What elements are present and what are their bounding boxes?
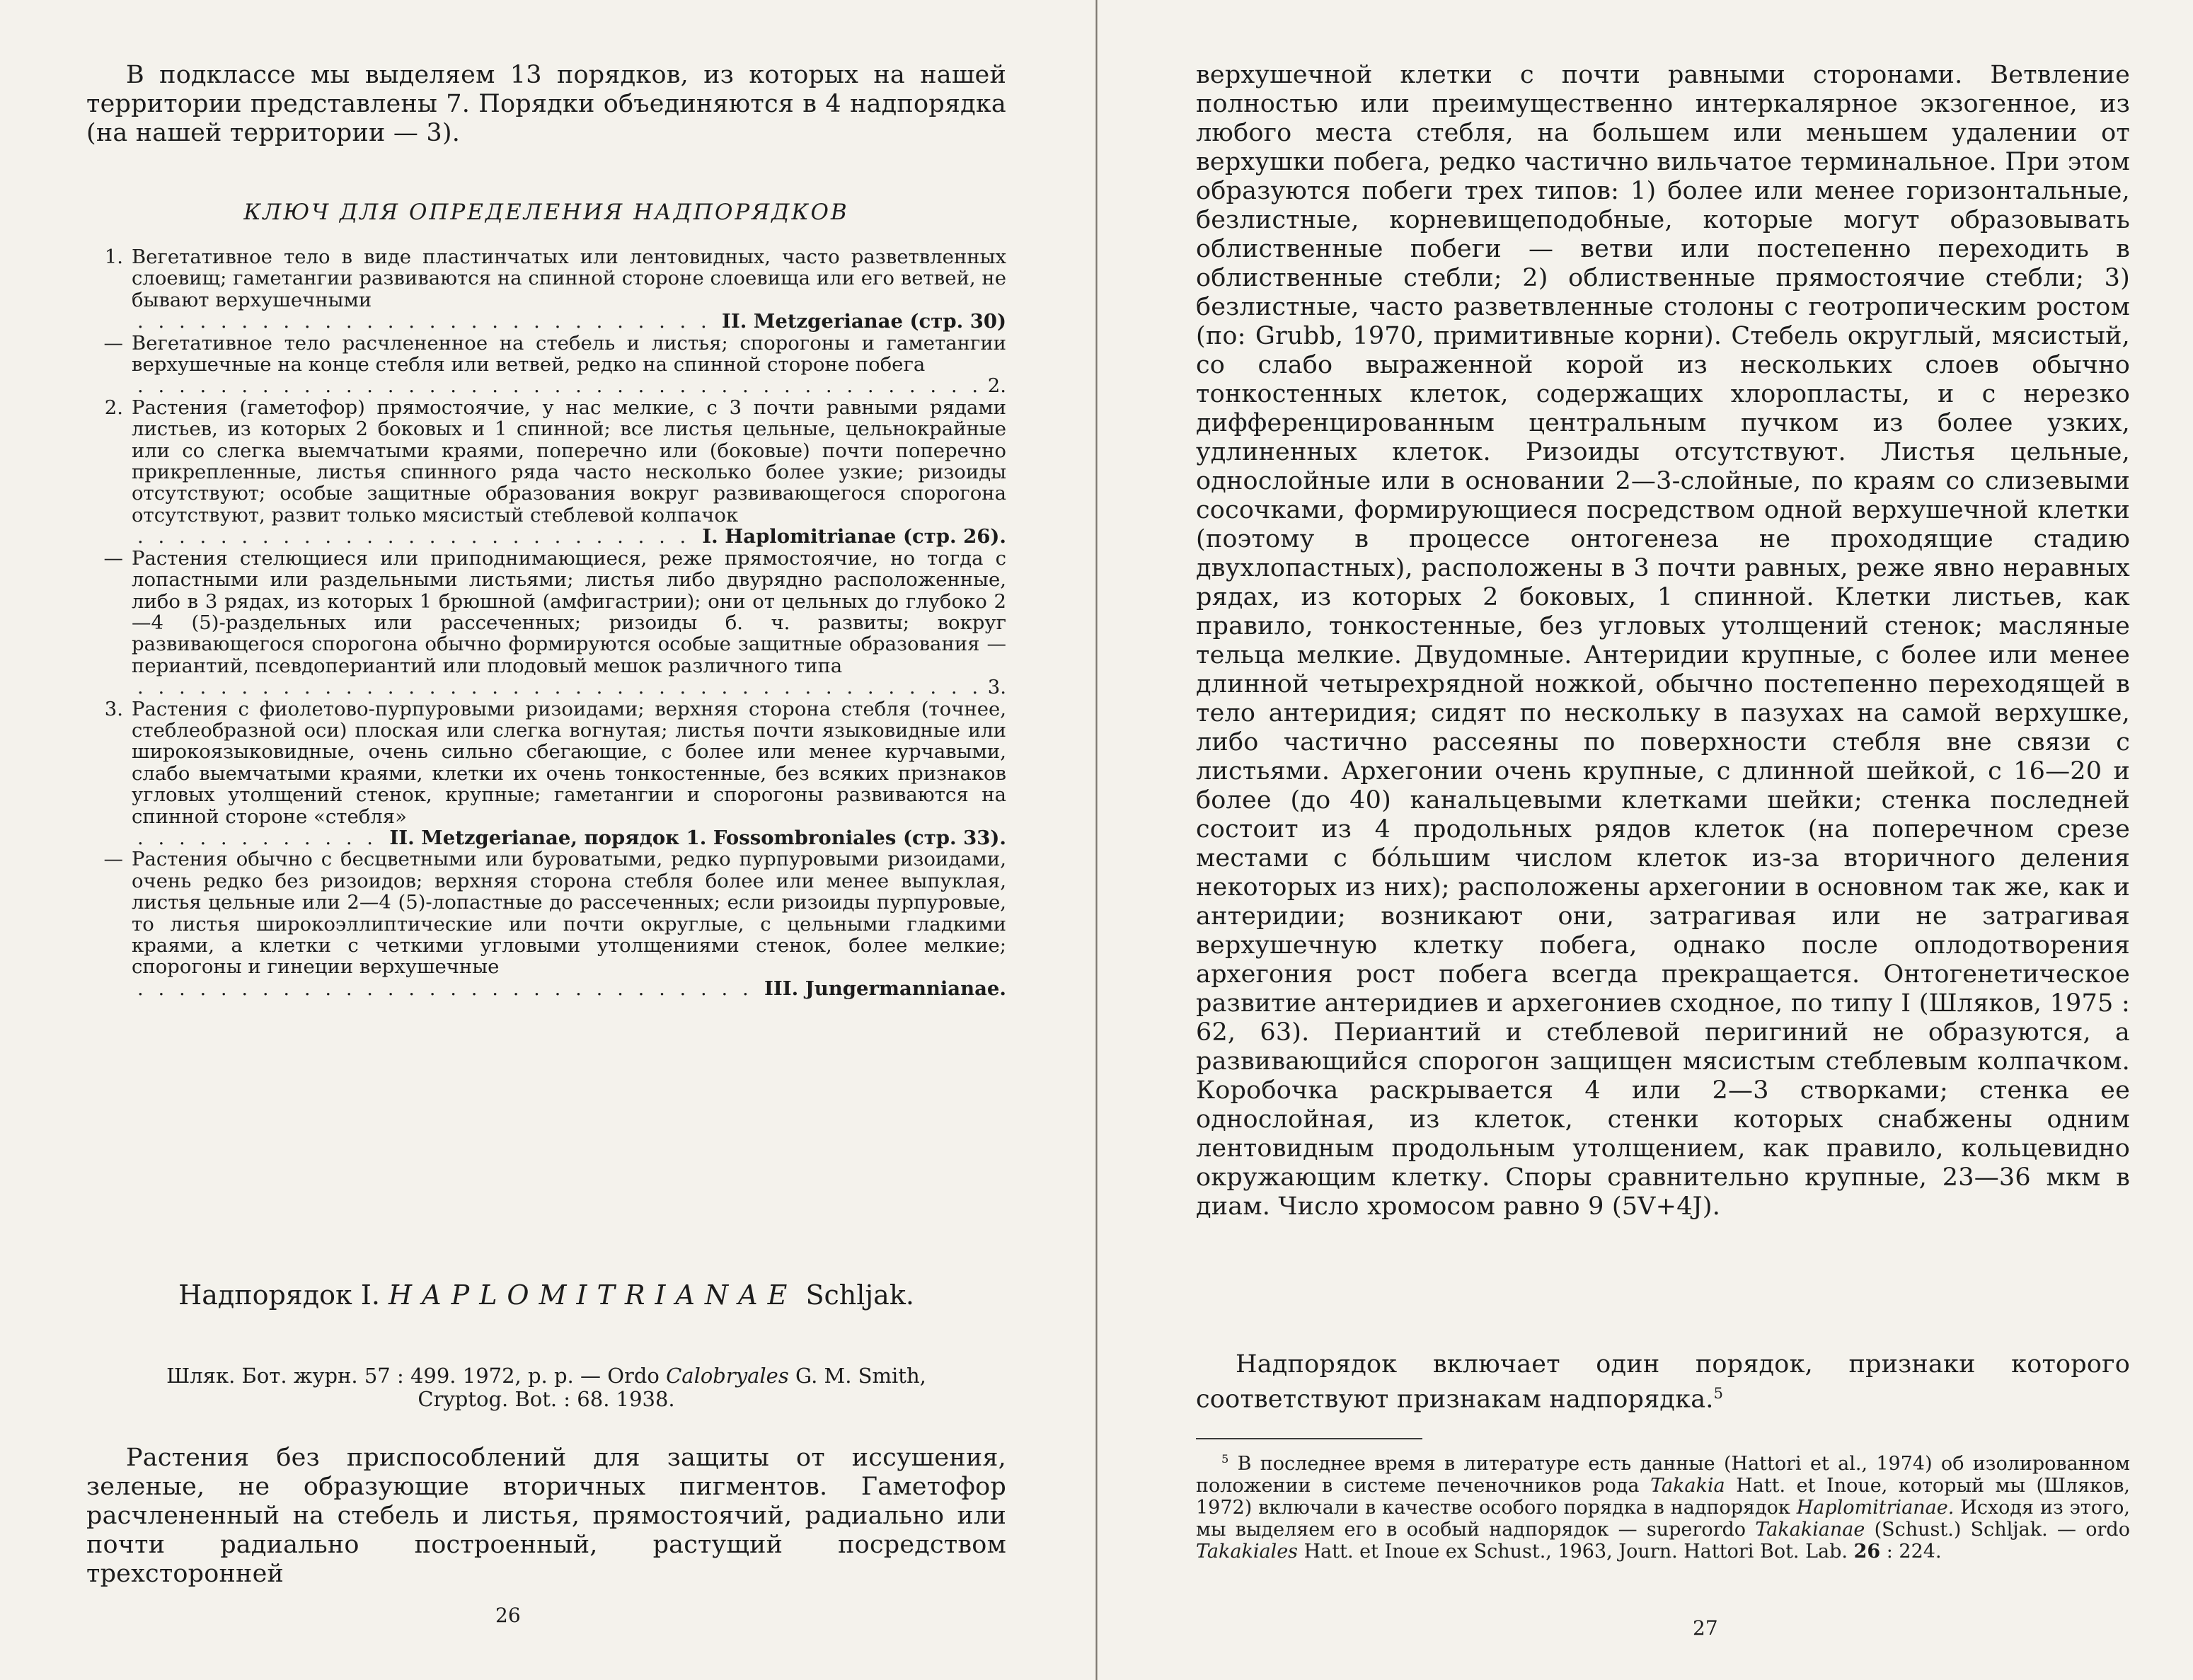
key-entry-text: Вегетативное тело расчлененное на стебель и листья; спорогоны и гаметангии верхушечные на конце стебля или ветвей, редко на спинной стороне побега bbox=[132, 331, 1006, 376]
footnote-text-d: (Schust.) Schljak. — ordo bbox=[1874, 1519, 2130, 1541]
key-entry-text: Растения с фиолетово-пурпуровыми ризоидами; верхняя сторона стебля (точнее, стеблеобразной оси) плоская или слегка вогнутая; листья почти языковидные или широкоязыковидные, очень сильно сбегающие, с более или менее курчавыми, слабо выемчатыми краями, клетки их очень тонкостенные, без всяких признаков угловых утолщений стенок, крупные; гаметангии и спорогоны развиваются на спинной стороне «стебля» bbox=[132, 697, 1006, 828]
dot-leader bbox=[137, 827, 384, 848]
key-entry-text: Растения обычно с бесцветными или буроватыми, редко пурпуровыми ризоидами, очень редко без ризоидов; верхняя сторона стебля более или менее выпуклая, листья цельные или 2—4 (5)-лопастные до рассеченных; если ризоиды пурпуровые, то листья широкоэллиптические или почти округлые, с цельными гладкими краями, а клетки с четкими угловыми утолщениями стенок, более мелкие; спорогоны и гинеции верхушечные bbox=[132, 848, 1006, 979]
left-page bbox=[0, 0, 1093, 1680]
dot-leader bbox=[137, 375, 982, 396]
footnote-text-f: : 224. bbox=[1886, 1541, 1942, 1563]
right-paragraph-2 bbox=[1196, 1350, 2130, 1415]
right-paragraph-1 bbox=[1196, 61, 2130, 1221]
key-entry-leader bbox=[132, 978, 1006, 999]
footnote-takakiales: Takakiales bbox=[1196, 1541, 1299, 1563]
footnote-mark: 5 bbox=[1221, 1452, 1229, 1466]
key-entry-number: — bbox=[103, 546, 123, 570]
footnote-reference: 5 bbox=[1713, 1385, 1724, 1402]
synonymy-text-2: G. M. Smith, bbox=[795, 1364, 926, 1388]
determination-key bbox=[86, 246, 1006, 999]
synonymy bbox=[86, 1364, 1006, 1411]
key-entry-number: 1. bbox=[104, 246, 123, 268]
key-entry-target: II. Metzgerianae, порядок 1. Fossombroniales (стр. 33). bbox=[389, 826, 1006, 849]
key-entry-text: Растения стелющиеся или приподнимающиеся, реже прямостоячие, но тогда с лопастными или раздельными листьями; листья либо двурядно расположенные, либо в 3 рядах, из которых 1 брюшной (амфигастрии); они от цельных до глубоко 2—4 (5)-раздельных или рассеченных; ризоиды б. ч. развиты; вокруг развивающегося спорогона обычно формируются особые защитные образования — периантий, псевдопериантий или плодовый мешок различного типа bbox=[132, 546, 1006, 677]
key-entry bbox=[86, 397, 1006, 548]
footnote-text-a: В последнее время в литературе есть данные (Hattori et al., 1974) об изолированном положении в системе печеночников рода bbox=[1196, 1453, 2130, 1497]
key-entry-target: II. Metzgerianae (стр. 30) bbox=[722, 310, 1006, 333]
book-spine bbox=[1095, 0, 1098, 1680]
dot-leader bbox=[137, 677, 982, 698]
key-entry-text: Растения (гаметофор) прямостоячие, у нас мелкие, с 3 почти равными рядами листьев, из которых 2 боковых и 1 спинной; все листья цельные, цельнокрайные или со слегка выемчатыми краями, поперечно или (боковые) почти поперечно прикрепленные, листья спинного ряда часто несколько более узкие; ризоиды отсутствуют; особые защитные образования вокруг развивающегося спорогона отсутствуют, развит только мясистый стеблевой колпачок bbox=[132, 396, 1006, 527]
intro-paragraph bbox=[86, 61, 1006, 148]
key-entry-leader bbox=[132, 311, 1006, 332]
key-entry-leader bbox=[132, 677, 1006, 698]
right-page bbox=[1100, 0, 2193, 1680]
key-entry-number: 3. bbox=[104, 697, 123, 720]
key-entry bbox=[86, 333, 1006, 397]
dot-leader bbox=[137, 311, 716, 332]
heading-prefix: Надпорядок I. bbox=[178, 1279, 380, 1311]
key-entry-target: I. Haplomitrianae (стр. 26). bbox=[702, 525, 1006, 548]
footnote-haplomitrianae: Haplomitrianae. bbox=[1796, 1497, 1955, 1519]
key-entry-number: — bbox=[103, 331, 123, 355]
key-entry bbox=[86, 548, 1006, 698]
synonymy-calobryales: Calobryales bbox=[666, 1364, 789, 1388]
key-entry-leader bbox=[132, 375, 1006, 396]
synonymy-text-1: Шляк. Бот. журн. 57 : 499. 1972, p. p. — Ordo bbox=[166, 1364, 660, 1388]
key-entry-number: 2. bbox=[104, 396, 123, 419]
dot-leader bbox=[137, 526, 696, 547]
key-entry-text: Вегетативное тело в виде пластинчатых или лентовидных, часто разветвленных слоевищ; гаметангии развиваются на спинной стороне слоевища или его ветвей, не бывают верхушечными bbox=[132, 246, 1006, 311]
key-title: КЛЮЧ ДЛЯ ОПРЕДЕЛЕНИЯ НАДПОРЯДКОВ bbox=[243, 200, 849, 225]
footnote-takakianae: Takakianae bbox=[1755, 1519, 1865, 1541]
footnote-text-e: Hatt. et Inoue ex Schust., 1963, Journ. Hattori Bot. Lab. bbox=[1303, 1541, 1848, 1563]
page-number-left: 26 bbox=[495, 1604, 521, 1627]
footnote-text-c: Исходя из этого, мы выделяем его в особый надпорядок — superordo bbox=[1196, 1497, 2130, 1541]
description-paragraph bbox=[86, 1444, 1006, 1589]
page-number-right: 27 bbox=[1693, 1616, 1718, 1640]
intro-text: В подклассе мы выделяем 13 порядков, из которых на нашей территории представлены 7. Порядки объединяются в 4 надпорядка (на нашей территории — 3). bbox=[86, 61, 1006, 147]
right-text-2-wrap bbox=[1196, 1350, 2130, 1415]
right-text-1: верхушечной клетки с почти равными сторонами. Ветвление полностью или преимущественно интеркалярное экзогенное, из любого места стебля, на большем или меньшем удалении от верхушки побега, редко частично вильчатое терминальное. При этом образуются побеги трех типов: 1) более или менее горизонтальные, безлистные, корневищеподобные, которые могут образовывать облиственные побеги — ветви или постепенно переходить в облиственные стебли; 2) облиственные прямостоячие стебли; 3) безлистные, часто разветвленные столоны с геотропическим ростом (по: Grubb, 1970, примитивные корни). Стебель округлый, мясистый, со слабо выраженной корой из нескольких слоев обычно тонкостенных клеток, содержащих хлоропласты, и с нерезко дифференцированным центральным пучком из более узких, удлиненных клеток. Ризоиды отсутствуют. Листья цельные, однослойные или в основании 2—3-слойные, по краям со слизевыми сосочками, формирующиеся посредством одной верхушечной клетки (поэтому в процессе онтогенеза не проходящие стадию двухлопастных), расположены в 3 почти равных, реже явно неравных рядах, из которых 2 боковых, 1 спинной. Клетки листьев, как правило, тонкостенные, без угловых утолщений стенок; масляные тельца мелкие. Двудомные. Антеридии крупные, с более или менее длинной четырехрядной ножкой, обычно постепенно переходящей в тело антеридия; сидят по нескольку в пазухах на самой верхушке, либо частично рассеяны по поверхности стебля вне связи с листьями. Архегонии очень крупные, с длинной шейкой, с 16—20 и более (до 40) канальцевыми клетками шейки; стенка последней состоит из 4 продольных рядов клеток (на поперечном срезе местами с бо́льшим числом клеток из-за вторичного деления некоторых из них); расположены архегонии в основном так же, как и антеридии; возникают они, затрагивая или не затрагивая верхушечную клетку побега, однако после оплодотворения архегония рост побега всегда прекращается. Онтогенетическое развитие антеридиев и архегониев сходное, по типу I (Шляков, 1975 : 62, 63). Периантий и стеблевой перигиний не образуются, а развивающийся спорогон защищен мясистым стеблевым колпачком. Коробочка раскрывается 4 или 2—3 створками; стенка ее однослойная, из клеток, стенки которых снабжены одним лентовидным продольным утолщением, как правило, кольцевидно окружающим клетку. Споры сравнительно крупные, 23—36 мкм в диам. Число хромосом равно 9 (5V+4J). bbox=[1196, 61, 2130, 1221]
dot-leader bbox=[137, 978, 759, 999]
heading-author: Schljak. bbox=[805, 1279, 914, 1311]
superorder-heading bbox=[86, 1279, 1006, 1311]
footnote-volume: 26 bbox=[1853, 1541, 1881, 1563]
key-entry-number: — bbox=[103, 848, 123, 871]
footnote-text-b: Hatt. et Inoue, который мы (Шляков, 1972) включали в качестве особого порядка в надпорядок bbox=[1196, 1475, 2130, 1519]
footnote bbox=[1196, 1448, 2130, 1563]
key-entry bbox=[86, 246, 1006, 333]
key-entry bbox=[86, 848, 1006, 999]
key-entry-leader bbox=[132, 526, 1006, 547]
key-entry bbox=[86, 698, 1006, 849]
heading-latin-name: HAPLOMITRIANAE bbox=[388, 1279, 798, 1311]
key-entry-target: 2. bbox=[987, 374, 1006, 398]
key-entry-leader bbox=[132, 827, 1006, 848]
key-entry-target: III. Jungermannianae. bbox=[764, 977, 1006, 1000]
synonymy-text-3: Cryptog. Bot. : 68. 1938. bbox=[418, 1387, 675, 1411]
footnote-rule bbox=[1196, 1438, 1422, 1439]
description-text: Растения без приспособлений для защиты от иссушения, зеленые, не образующие вторичных пигментов. Гаметофор расчлененный на стебель и листья, прямостоячий, радиально или почти радиально построенный, растущий посредством трехсторонней bbox=[86, 1444, 1006, 1588]
footnote-takakia: Takakia bbox=[1650, 1475, 1725, 1497]
key-entry-target: 3. bbox=[987, 676, 1006, 699]
right-text-2: Надпорядок включает один порядок, признаки которого соответствуют признакам надпорядка. bbox=[1196, 1350, 2130, 1414]
